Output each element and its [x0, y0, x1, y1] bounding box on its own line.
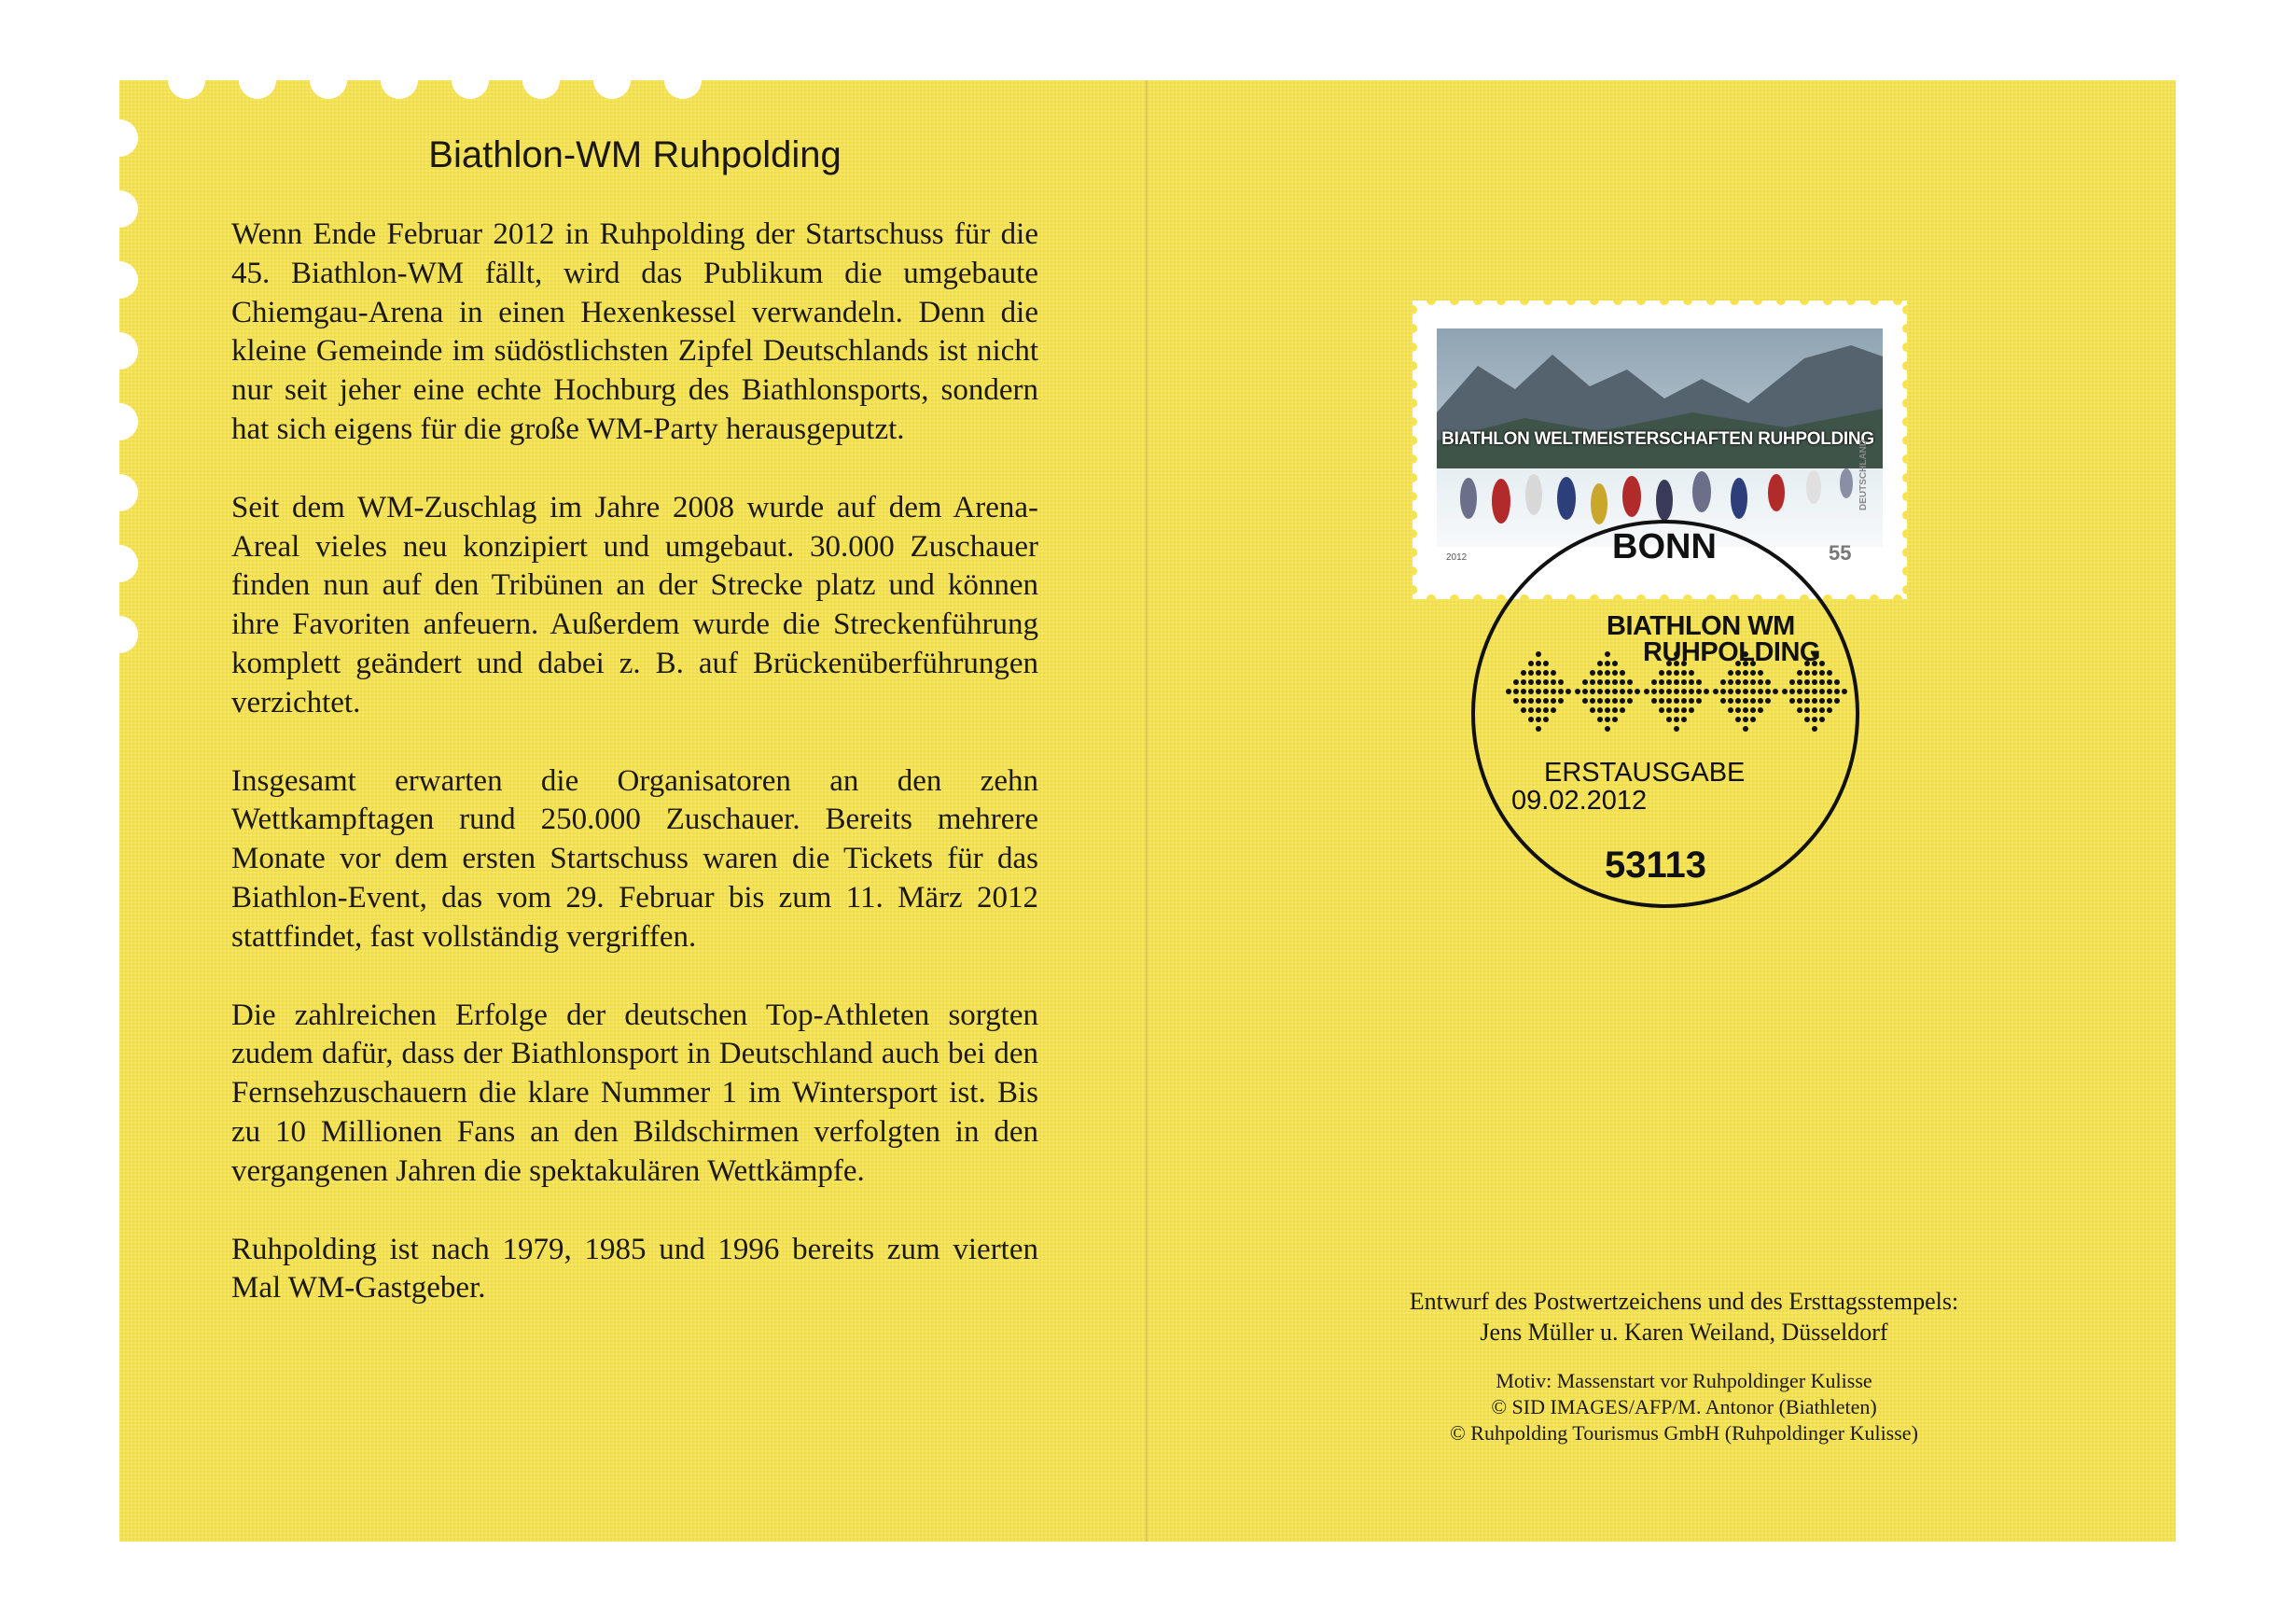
credits-block	[1287, 1286, 2080, 1446]
paragraph-3: Insgesamt erwarten die Organisatoren an den zehn Wettkampftagen rund 250.000 Zuschauer. Bereits mehrere Monate vor dem ersten Startschuss waren die Tickets für das Biathlon-Event, das vom 29. Februar bis zum 11. März 2012 stattfindet, fast vollständig vergriffen.	[231, 763, 1038, 954]
postmark-event-line2: RUHPOLDING	[1643, 637, 1820, 667]
credit-motif-line3: © Ruhpolding Tourismus GmbH (Ruhpoldinger Kulisse)	[1450, 1421, 1918, 1445]
postmark-event-line1: BIATHLON WM	[1607, 611, 1795, 641]
paragraph-2: Seit dem WM-Zuschlag im Jahre 2008 wurde auf dem Arena-Areal vieles neu konzipiert und umgebaut. 30.000 Zuschauer finden nun auf den Tribünen an der Strecke platz und können ihre Favoriten anfeuern. Außerdem wurde die Streckenführung komplett geändert und dabei z. B. auf Brückenüberführungen verzichtet.	[231, 490, 1038, 719]
stamp-value: 55	[1829, 541, 1852, 565]
postmark-postcode: 53113	[1605, 845, 1707, 886]
paragraph-5: Ruhpolding ist nach 1979, 1985 und 1996 bereits zum vierten Mal WM-Gastgeber.	[231, 1232, 1038, 1306]
stamp-country: DEUTSCHLAND	[1858, 439, 1869, 510]
stamp-banner: BIATHLON WELTMEISTERSCHAFTEN RUHPOLDING	[1441, 429, 1874, 449]
stamp-year: 2012	[1446, 552, 1468, 563]
postmark-date: 09.02.2012	[1511, 786, 1648, 816]
postmark-edition: ERSTAUSGABE	[1544, 758, 1746, 788]
paragraph-1: Wenn Ende Februar 2012 in Ruhpolding der Startschuss für die 45. Biathlon-WM fällt, wird das Publikum die umgebaute Chiemgau-Arena in einen Hexenkessel verwandeln. Denn die kleine Gemeinde im südöstlichsten Zipfel Deutschlands ist nicht nur seit jeher eine echte Hochburg des Biathlonsports, sondern hat sich eigens für die große WM-Party herausgeputzt.	[231, 217, 1038, 446]
page-title: Biathlon-WM Ruhpolding	[428, 134, 842, 175]
center-fold	[1146, 80, 1149, 1542]
credit-motif-line2: © SID IMAGES/AFP/M. Antonor (Biathleten)	[1491, 1395, 1877, 1418]
left-page	[231, 131, 1038, 1348]
credit-design-line2: Jens Müller u. Karen Weiland, Düsseldorf	[1480, 1319, 1888, 1346]
credit-motif-line1: Motiv: Massenstart vor Ruhpoldinger Kulisse	[1496, 1369, 1872, 1392]
postmark-city: BONN	[1612, 527, 1717, 566]
credit-design-line1: Entwurf des Postwertzeichens und des Ersttagsstempels:	[1409, 1288, 1959, 1315]
paragraph-4: Die zahlreichen Erfolge der deutschen Top-Athleten sorgten zudem dafür, dass der Biathlonsport in Deutschland auch bei den Fernsehzuschauern die klare Nummer 1 im Wintersport ist. Bis zu 10 Millionen Fans an den Bildschirmen verfolgten in den vergangenen Jahren die spektakulären Wettkämpfe.	[231, 998, 1038, 1188]
